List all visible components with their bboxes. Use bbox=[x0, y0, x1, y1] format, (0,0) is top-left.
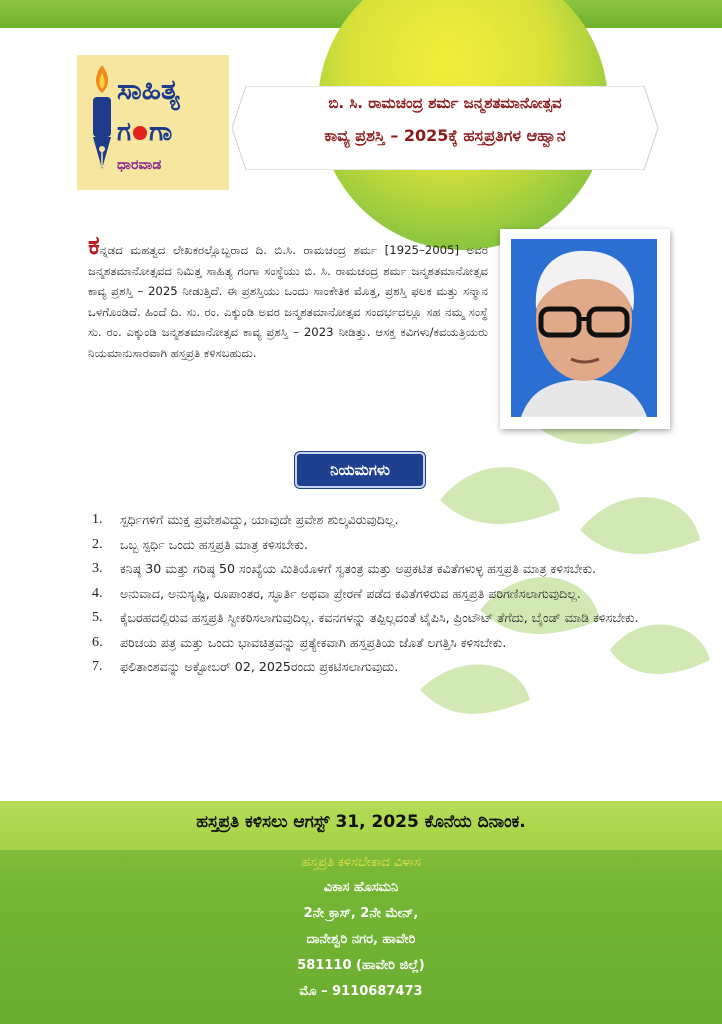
portrait-image bbox=[511, 239, 657, 417]
banner-title-line2: ಕಾವ್ಯ ಪ್ರಶಸ್ತಿ – 2025ಕ್ಕೆ ಹಸ್ತಪ್ರತಿಗಳ ಆಹ್ವಾನ bbox=[324, 126, 566, 145]
rule-item bbox=[92, 533, 672, 558]
rule-text: ಒಬ್ಬ ಸ್ಪರ್ಧಿ ಒಂದು ಹಸ್ತಪ್ರತಿ ಮಾತ್ರ ಕಳಿಸಬೇಕು. bbox=[120, 536, 308, 552]
address-line: 581110 (ಹಾವೇರಿ ಜಿಲ್ಲೆ) bbox=[297, 958, 425, 973]
rule-number: 3. bbox=[92, 561, 103, 576]
address-line: ದಾನೇಶ್ವರಿ ನಗರ, ಹಾವೇರಿ bbox=[306, 932, 416, 947]
rule-item bbox=[92, 631, 672, 656]
rule-number: 4. bbox=[92, 585, 103, 601]
rule-number: 2. bbox=[92, 536, 103, 552]
rule-item bbox=[92, 557, 672, 582]
rule-text: ಫಲಿತಾಂಶವನ್ನು ಅಕ್ಟೋಬರ್ 02, 2025ರಂದು ಪ್ರಕಟಿಸಲಾಗುವುದು. bbox=[120, 659, 399, 674]
rule-number: 5. bbox=[92, 610, 103, 625]
title-banner bbox=[232, 86, 658, 170]
sahitya-ganga-logo bbox=[77, 55, 229, 190]
rule-text: ಸ್ಪರ್ಧಿಗಳಿಗೆ ಮುಕ್ತ ಪ್ರವೇಶವಿದ್ದು, ಯಾವುದೇ ಪ್ರವೇಶ ಶುಲ್ಕವಿರುವುದಿಲ್ಲ. bbox=[120, 512, 399, 527]
rule-number: 6. bbox=[92, 634, 103, 650]
address-phone: ಮೊ – 9110687473 bbox=[299, 984, 423, 999]
deadline-text: ಹಸ್ತಪ್ರತಿ ಕಳಿಸಲು ಆಗಸ್ಟ್ 31, 2025 ಕೊನೆಯ ದಿನಾಂಕ. bbox=[196, 812, 526, 832]
logo-title-line1: ಸಾಹಿತ್ಯ bbox=[117, 73, 180, 106]
logo-title-line2 bbox=[117, 117, 172, 148]
rule-text: ಅನುವಾದ, ಅನುಸೃಷ್ಟಿ, ರೂಪಾಂತರ, ಸ್ಫೂರ್ತಿ ಅಥವಾ ಪ್ರೇರಣೆ ಪಡೆದ ಕವಿತೆಗಳಿರುವ ಹಸ್ತಪ್ರತಿ ಪರಿಗಣಿಸಲಾಗುವುದಿಲ್ಲ. bbox=[120, 585, 581, 601]
logo-red-dot bbox=[133, 126, 147, 140]
fountain-pen-icon bbox=[87, 63, 117, 173]
intro-dropcap: ಕ bbox=[88, 231, 100, 261]
rule-number: 1. bbox=[92, 512, 103, 527]
rule-number: 7. bbox=[92, 659, 103, 674]
address-line: ವಿಕಾಸ ಹೊಸಮನಿ bbox=[323, 880, 399, 895]
rule-item bbox=[92, 582, 672, 607]
rules-heading: ನಿಯಮಗಳು bbox=[295, 452, 425, 488]
address-heading: ಹಸ್ತಪ್ರತಿ ಕಳಿಸಬೇಕಾದ ವಿಳಾಸ bbox=[301, 855, 421, 870]
logo-line2-part-b: ಗಾ bbox=[149, 117, 173, 147]
intro-paragraph bbox=[88, 231, 488, 363]
rule-text: ಕೈಬರಹದಲ್ಲಿರುವ ಹಸ್ತಪ್ರತಿ ಸ್ವೀಕರಿಸಲಾಗುವುದಿಲ್ಲ. ಕವನಗಳನ್ನು ತಪ್ಪಿಲ್ಲದಂತೆ ಟೈಪಿಸಿ, ಪ್ರಿಂಟೌಟ್ ತೆಗೆದು, ಬೈಂಡ್ ಮಾಡಿ ಕಳಿಸಬೇಕು. bbox=[120, 610, 639, 625]
rule-item bbox=[92, 508, 672, 533]
rule-item bbox=[92, 655, 672, 680]
rule-text: ಪರಿಚಯ ಪತ್ರ ಮತ್ತು ಒಂದು ಭಾವಚಿತ್ರವನ್ನು ಪ್ರತ್ಯೇಕವಾಗಿ ಹಸ್ತಪ್ರತಿಯ ಜೊತೆ ಲಗತ್ತಿಸಿ ಕಳಿಸಬೇಕು. bbox=[120, 634, 507, 650]
rules-list bbox=[92, 508, 672, 680]
portrait-drawing bbox=[511, 239, 657, 417]
address-line: 2ನೇ ಕ್ರಾಸ್, 2ನೇ ಮೇನ್, bbox=[303, 906, 419, 921]
rule-item bbox=[92, 606, 672, 631]
logo-city: ಧಾರವಾಡ bbox=[117, 157, 162, 173]
banner-title-line1: ಬಿ. ಸಿ. ರಾಮಚಂದ್ರ ಶರ್ಮ ಜನ್ಮಶತಮಾನೋತ್ಸವ bbox=[328, 94, 562, 112]
portrait-photo bbox=[500, 229, 670, 429]
logo-line2-part-a: ಗ bbox=[117, 117, 132, 147]
rule-text: ಕನಿಷ್ಠ 30 ಮತ್ತು ಗರಿಷ್ಠ 50 ಸಂಖ್ಯೆಯ ಮಿತಿಯೊಳಗೆ ಸ್ವತಂತ್ರ ಮತ್ತು ಅಪ್ರಕಟಿತ ಕವಿತೆಗಳುಳ್ಳ ಹಸ್ತಪ್ರತಿ ಮಾತ್ರ ಕಳಿಸಬೇಕು. bbox=[120, 561, 597, 576]
intro-text: ನ್ನಡದ ಮಹತ್ವದ ಲೇಖಕರಲ್ಲೊಬ್ಬರಾದ ದಿ. ಬಿ.ಸಿ. ರಾಮಚಂದ್ರ ಶರ್ಮ [1925–2005] ಅವರ ಜನ್ಮಶತಮಾನೋತ್ಸವದ ನಿಮಿತ್ತ ಸಾಹಿತ್ಯ ಗಂಗಾ ಸಂಸ್ಥೆಯು ಬಿ. ಸಿ. ರಾಮಚಂದ್ರ ಶರ್ಮ ಜನ್ಮಶತಮಾನೋತ್ಸವ ಕಾವ್ಯ ಪ್ರಶಸ್ತಿ – 2025 ನೀಡುತ್ತಿದೆ. ಈ ಪ್ರಶಸ್ತಿಯು ಒಂದು ಸಾಂಕೇತಿಕ ಮೊತ್ತ, ಪ್ರಶಸ್ತಿ ಫಲಕ ಮತ್ತು ಸನ್ಮಾನ ಒಳಗೊಂಡಿದೆ. ಹಿಂದೆ ದಿ. ಸು. ರಂ. ಎಕ್ಕುಂಡಿ ಅವರ ಜನ್ಮಶತಮಾನೋತ್ಸವ ಸಂದರ್ಭದಲ್ಲೂ ಸಹ ನಮ್ಮ ಸಂಸ್ಥೆ ಸು. ರಂ. ಎಕ್ಕುಂಡಿ ಜನ್ಮಶತಮಾನೋತ್ಸವ ಕಾವ್ಯ ಪ್ರಶಸ್ತಿ – 2023 ನೀಡಿತ್ತು. ಆಸಕ್ತ ಕವಿಗಳು/ಕವಯತ್ರಿಯರು ನಿಯಮಾನುಸಾರವಾಗಿ ಹಸ್ತಪ್ರತಿ ಕಳಿಸಬಹುದು. bbox=[88, 243, 488, 360]
